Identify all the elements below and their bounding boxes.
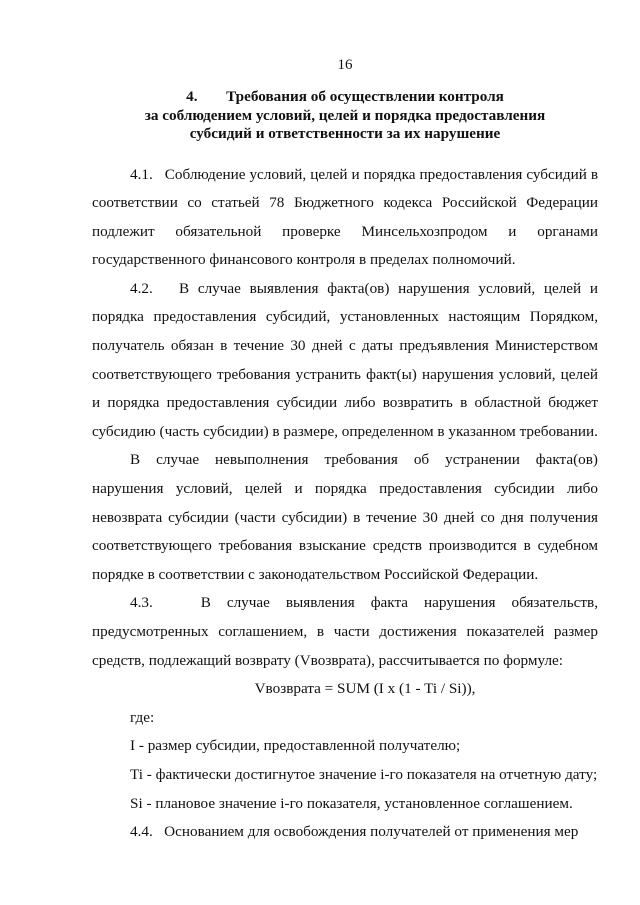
paragraph-text: В случае выявления факта(ов) нарушения условий, целей и порядка предоставления субсидий, установленных настоящим Порядком, получатель обязан в течение 30 дней с даты предъявления Министерством соответствующего требования устранить факт(ы) нарушения условий, целей и порядка предоставления субсидии либо возвратить в областной бюджет субсидию (часть субсидии) в размере, определенном в указанном требовании. [92,279,599,440]
paragraph-text: В случае невыполнения требования об устранении факта(ов) нарушения условий, целей и порядка предоставления субсидии либо невозврата субсидии (части субсидии) в течение 30 дней со дня получения соответствующего требования взыскание средств производится в судебном порядке в соответствии с законодательством Российской Федерации. [92,451,598,583]
paragraph-text: Соблюдение условий, целей и порядка предоставления субсидий в соответствии со статьей 78 Бюджетного кодекса Российской Федерации подлежит обязательной проверке Минсельхозпродом и органами государственного финансового контроля в пределах полномочий. [92,165,599,269]
heading-text-1: Требования об осуществлении контроля [226,88,504,105]
paragraph-lead: 4.1. [130,165,153,183]
section-heading [92,88,598,144]
paragraph-4-3 [92,589,598,675]
definition-si: Si - плановое значение i-го показателя, установленное соглашением. [130,794,573,812]
paragraph-4-1 [92,161,598,275]
paragraph-4-2 [92,275,598,447]
paragraph-4-4 [92,818,598,847]
paragraph-text: Основанием для освобождения получателей от применения мер [164,823,579,841]
document-page [92,56,598,847]
where-label: где: [130,708,155,726]
paragraph-4-2-continued [92,446,598,589]
paragraph-lead: 4.4. [130,823,153,841]
heading-line-3: субсидий и ответственности за их нарушение [189,125,501,142]
definition-i: I - размер субсидии, предоставленной получателю; [130,737,461,755]
page-number: 16 [337,57,353,73]
definition-ti: Ti - фактически достигнутое значение i-го показателя на отчетную дату; [130,765,598,783]
section-number: 4. [186,88,198,105]
paragraph-lead: 4.3. [130,594,153,612]
paragraph-text: В случае выявления факта нарушения обязательств, предусмотренных соглашением, в части достижения показателей размер средств, подлежащий возврату (Vвозврата), рассчитывается по формуле: [92,594,599,669]
heading-line-2: за соблюдением условий, целей и порядка предоставления [144,106,546,124]
heading-line-1 [92,88,598,107]
formula: Vвозврата = SUM (I x (1 - Ti / Si)), [254,680,476,698]
paragraph-lead: 4.2. [130,279,153,297]
